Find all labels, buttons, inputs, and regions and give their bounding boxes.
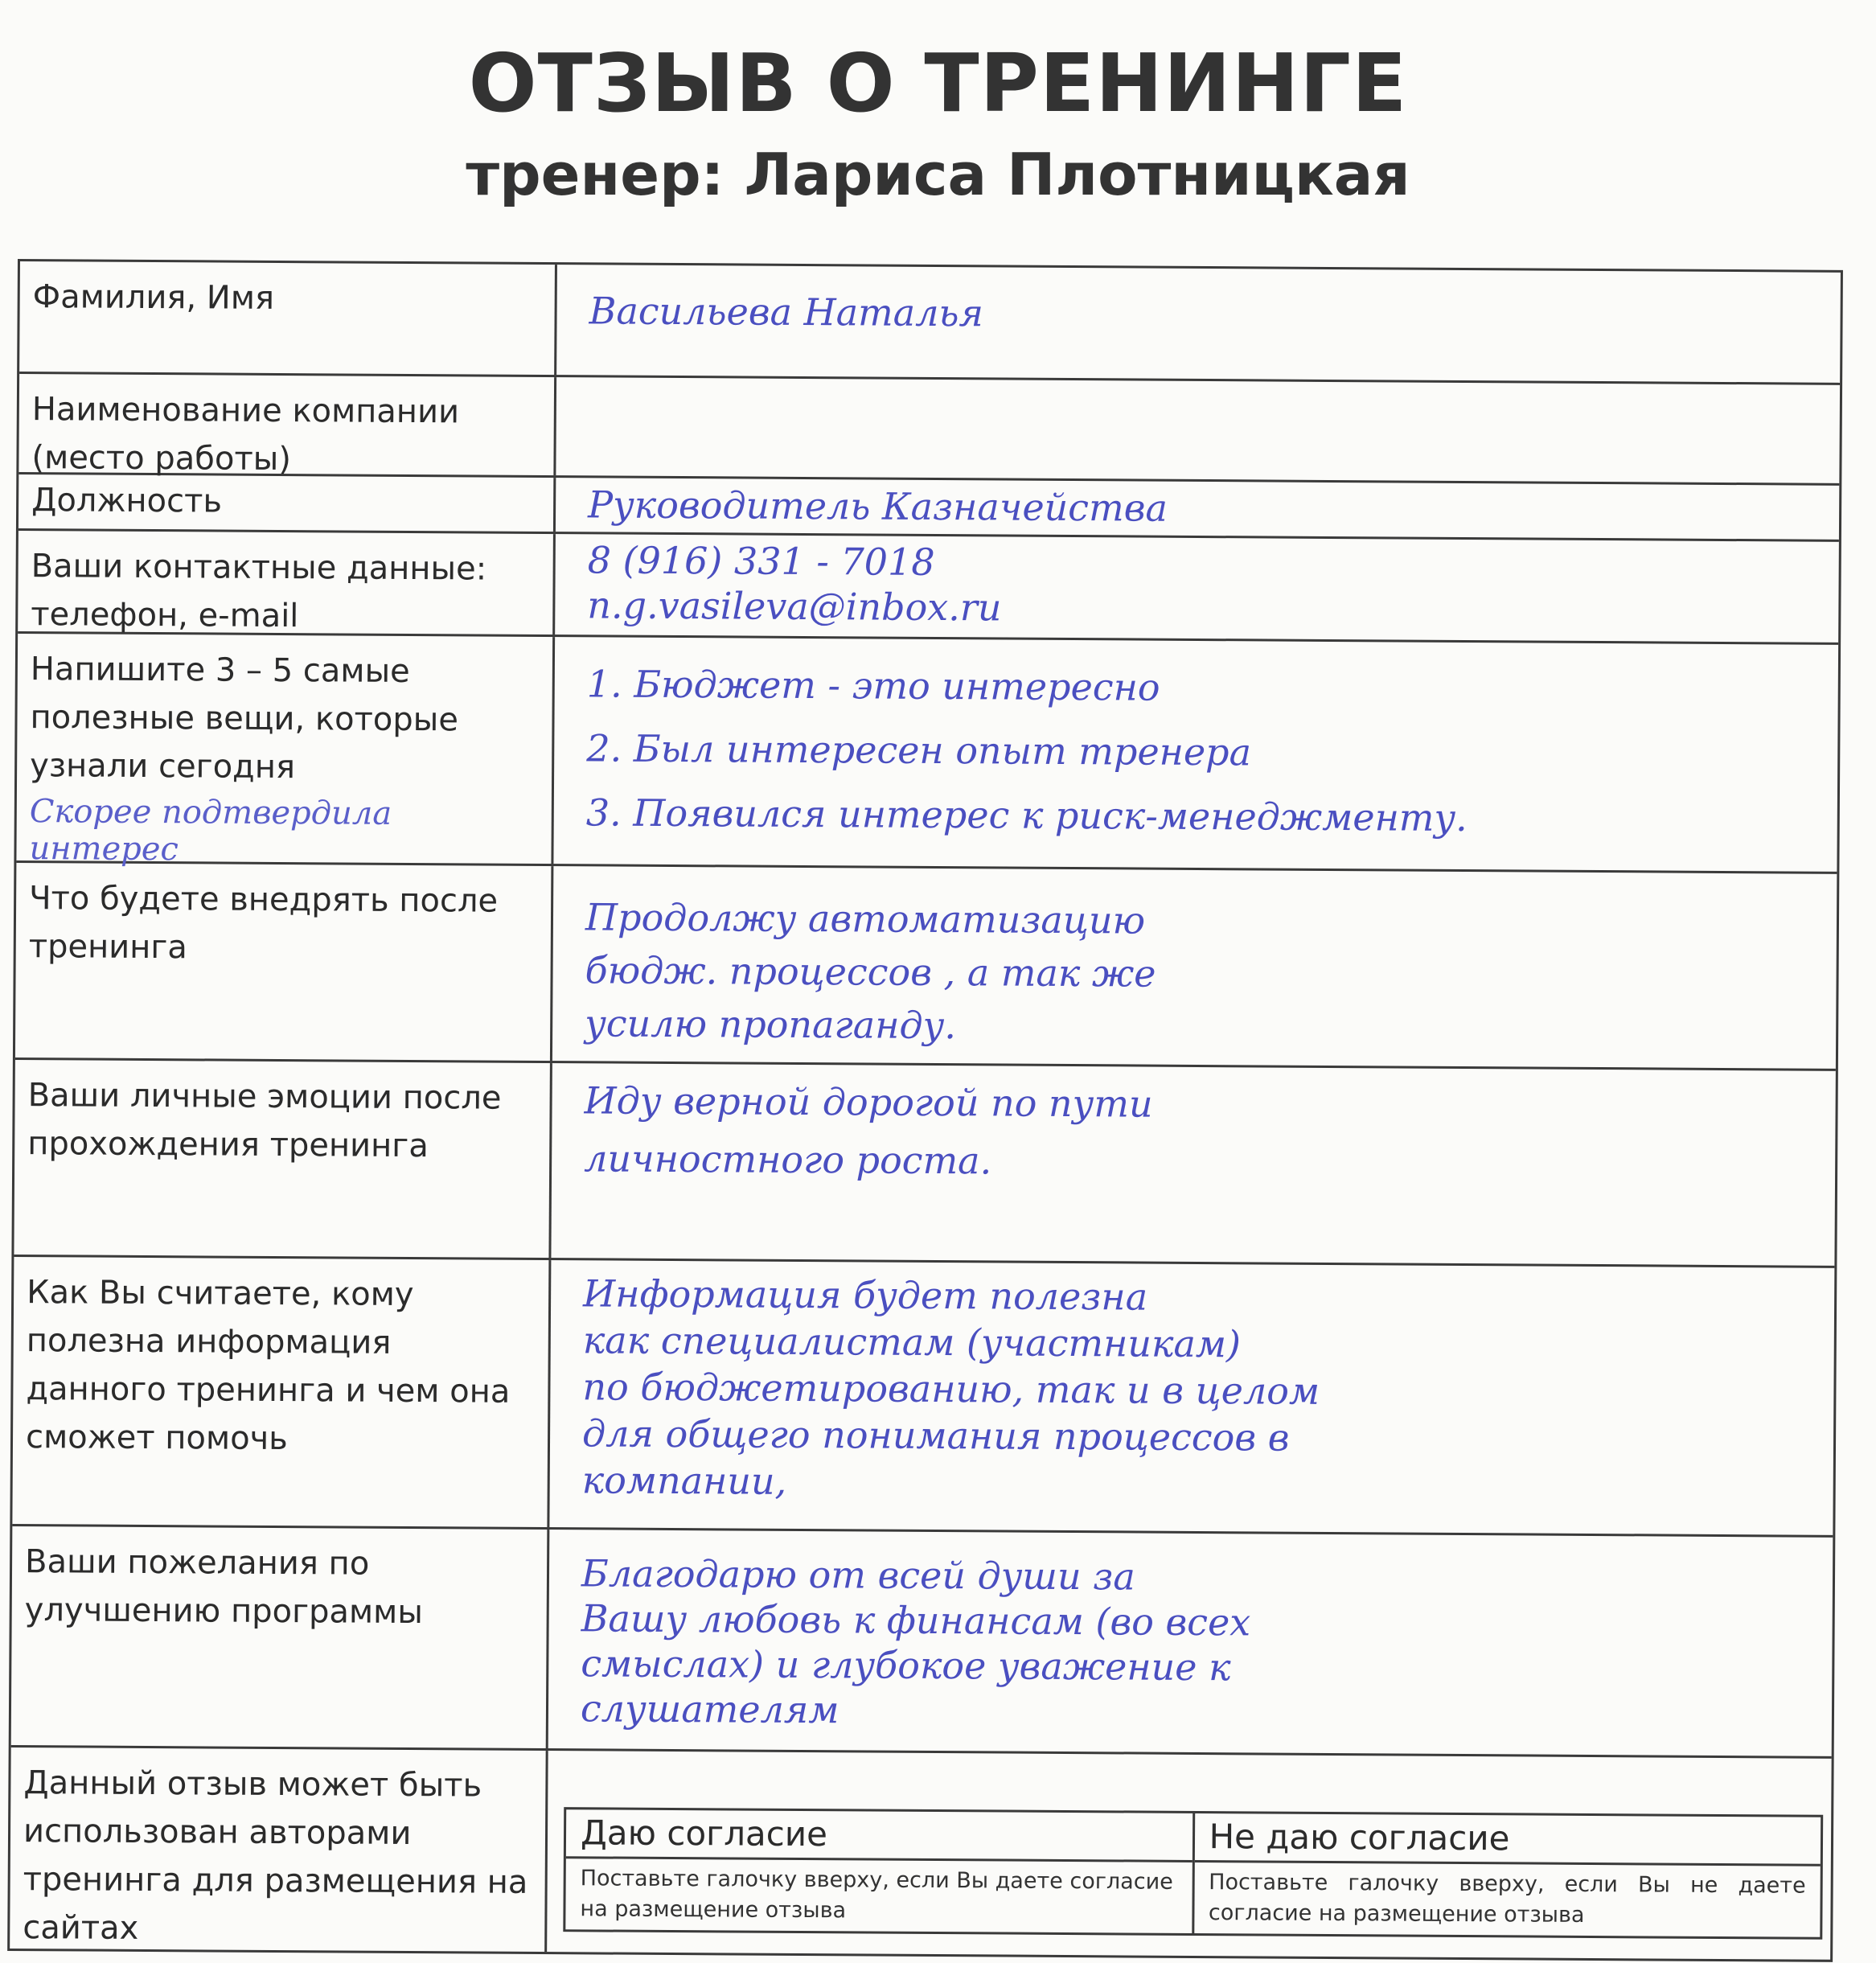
trainer-subtitle: тренер: Лариса Плотницкая bbox=[466, 141, 1410, 208]
answer-wishes[interactable] bbox=[548, 1530, 1833, 1756]
label-contacts: Ваши контактные данные: телефон, e-mail bbox=[18, 531, 556, 634]
label-wishes: Ваши пожелания по улучшению программы bbox=[11, 1526, 550, 1748]
consent-table bbox=[563, 1807, 1823, 1940]
answer-line: 8 (916) 331 - 7018 bbox=[587, 538, 935, 584]
handwritten-margin-note: Скорее подтвердила интерес bbox=[29, 793, 392, 869]
answer-line: компании, bbox=[581, 1458, 787, 1503]
answer-line: 1. Бюджет - это интересно bbox=[586, 662, 1160, 709]
answer-line: 3. Появился интерес к риск-менеджменту. bbox=[585, 791, 1468, 840]
row-usefulness bbox=[12, 1257, 1834, 1538]
answer-company[interactable] bbox=[556, 377, 1840, 483]
answer-contacts[interactable] bbox=[555, 534, 1839, 643]
answer-line: Вашу любовь к финансам (во всех bbox=[581, 1596, 1251, 1645]
label-useful-things bbox=[16, 634, 555, 869]
consent-disagree-cell[interactable] bbox=[1192, 1813, 1821, 1937]
answer-usefulness[interactable] bbox=[549, 1260, 1834, 1535]
answer-line: личностного роста. bbox=[584, 1136, 992, 1183]
answer-line: Информация будет полезна bbox=[582, 1271, 1148, 1319]
answer-line: Иду верной дорогой по пути bbox=[584, 1078, 1153, 1126]
answer-line: 2. Был интересен опыт тренера bbox=[586, 726, 1252, 774]
answer-line: n.g.vasileva@inbox.ru bbox=[587, 583, 1002, 630]
answer-line: для общего понимания процессов в bbox=[581, 1411, 1290, 1460]
answer-line: усилю пропаганду. bbox=[585, 1001, 957, 1048]
answer-name[interactable] bbox=[556, 265, 1841, 383]
row-consent bbox=[10, 1747, 1831, 1960]
answer-line: слушателям bbox=[580, 1686, 839, 1732]
answer-line: Руководитель Казначейства bbox=[587, 483, 1168, 530]
label-name: Фамилия, Имя bbox=[19, 261, 557, 375]
label-position: Должность bbox=[18, 474, 556, 532]
label-company: Наименование компании (место работы) bbox=[18, 374, 556, 475]
row-emotions bbox=[14, 1060, 1835, 1268]
answer-position[interactable] bbox=[556, 478, 1839, 540]
row-name bbox=[19, 261, 1841, 385]
answer-consent bbox=[547, 1751, 1831, 1960]
consent-disagree-label[interactable]: Не даю согласие bbox=[1194, 1813, 1821, 1866]
label-text: Напишите 3 – 5 самые полезные вещи, которые узнали сегодня bbox=[30, 651, 459, 786]
label-consent: Данный отзыв может быть использован авторами тренинга для размещения на сайтах bbox=[10, 1747, 548, 1952]
label-emotions: Ваши личные эмоции после прохождения тренинга bbox=[14, 1060, 552, 1258]
answer-line: Васильева Наталья bbox=[589, 289, 984, 335]
feedback-form bbox=[7, 259, 1843, 1962]
answer-line: смыслах) и глубокое уважение к bbox=[581, 1641, 1231, 1690]
form-title: ОТЗЫВ О ТРЕНИНГЕ bbox=[468, 36, 1408, 130]
answer-line: бюдж. процессов , а так же bbox=[585, 948, 1156, 996]
label-usefulness: Как Вы считаете, кому полезна информация данного тренинга и чем она сможет помочь bbox=[12, 1257, 551, 1527]
row-contacts bbox=[18, 531, 1839, 645]
consent-agree-label[interactable]: Даю согласие bbox=[566, 1809, 1193, 1862]
consent-agree-note: Поставьте галочку вверху, если Вы даете согласие на размещение отзыва bbox=[580, 1866, 1173, 1924]
row-useful-things bbox=[16, 634, 1838, 874]
answer-implement[interactable] bbox=[552, 866, 1837, 1069]
row-wishes bbox=[11, 1526, 1833, 1759]
row-company bbox=[18, 374, 1840, 486]
consent-agree-cell[interactable] bbox=[565, 1809, 1192, 1933]
consent-disagree-note: Поставьте галочку вверху, если Вы не даете согласие на размещение отзыва bbox=[1208, 1870, 1806, 1928]
label-implement: Что будете внедрять после тренинга bbox=[15, 863, 553, 1061]
answer-line: Продолжу автоматизацию bbox=[585, 895, 1146, 942]
answer-line: по бюджетированию, так и в целом bbox=[582, 1365, 1320, 1413]
answer-line: как специалистам (участникам) bbox=[582, 1318, 1242, 1366]
answer-line: Благодарю от всей души за bbox=[581, 1551, 1135, 1599]
answer-useful-things[interactable] bbox=[553, 637, 1838, 872]
answer-emotions[interactable] bbox=[551, 1063, 1835, 1266]
row-implement bbox=[15, 863, 1837, 1071]
